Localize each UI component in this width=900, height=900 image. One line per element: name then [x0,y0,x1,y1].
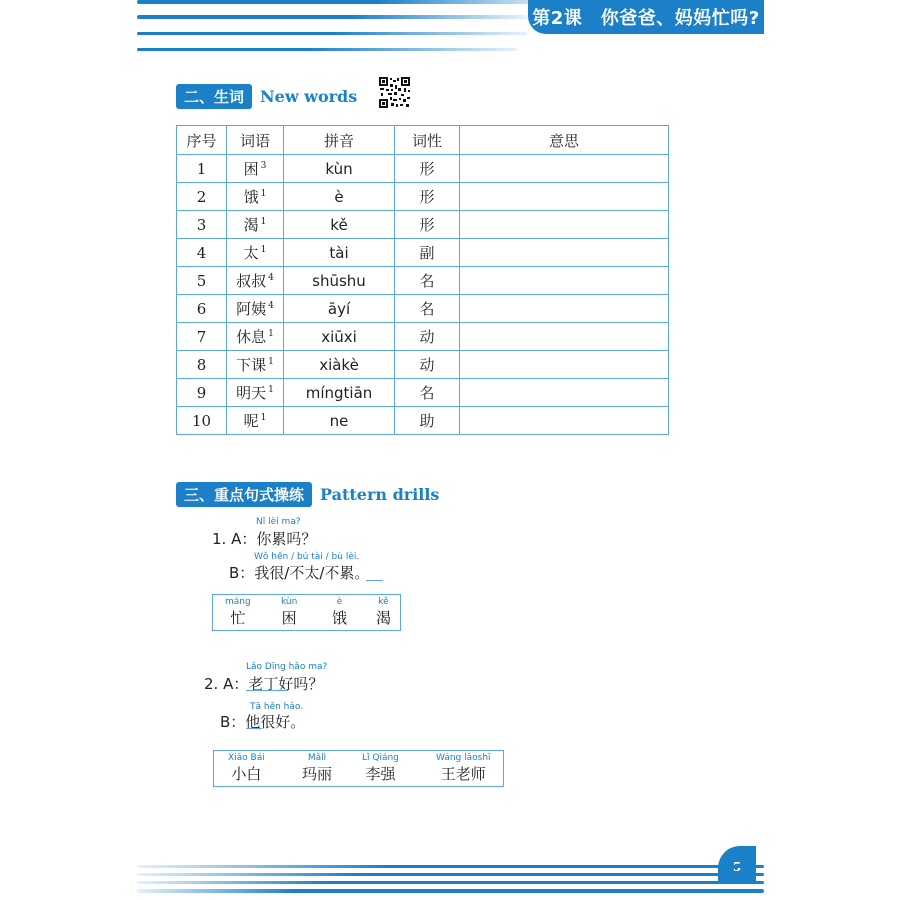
cell-part-of-speech: 助 [395,407,460,435]
cell-word [227,323,284,351]
table-row [177,267,669,295]
table-row [177,295,669,323]
drill2-answer [220,711,305,732]
table-row [177,351,669,379]
table-header-row [177,126,669,155]
column-header: 意思 [460,126,669,155]
cell-number: 4 [177,239,227,267]
hsk-level: 1 [260,189,267,199]
cell-part-of-speech: 动 [395,323,460,351]
cell-meaning[interactable] [460,351,669,379]
speaker-label: B： [229,564,255,582]
vocab-table [176,125,669,435]
cell-word [227,407,284,435]
cell-meaning[interactable] [460,323,669,351]
header-stripe [137,32,527,35]
table-row [177,155,669,183]
cell-meaning[interactable] [460,155,669,183]
sentence-text: 我很/不太/不累。 [254,564,370,582]
word-text: 阿姨 [236,300,267,318]
speaker-label: 2. A： [204,675,249,693]
cell-part-of-speech: 动 [395,351,460,379]
hsk-level: 1 [260,217,267,227]
word-text: 呢 [243,412,259,430]
right-margin [764,0,900,900]
cell-number: 3 [177,211,227,239]
cell-word [227,295,284,323]
word-text: 下课 [236,356,267,374]
pinyin-annotation: Nǐ lèi ma? [256,517,301,527]
speaker-label: B： [220,713,246,731]
substitution-box [213,750,504,787]
pinyin-annotation: Lǎo Dīng hǎo ma? [246,662,328,672]
section-badge: 二、生词 [176,84,252,109]
sentence-text: 他很好。 [245,713,306,731]
table-row [177,239,669,267]
cell-part-of-speech: 名 [395,267,460,295]
section-english-title: New words [260,87,358,106]
word-text: 叔叔 [236,272,267,290]
cell-meaning[interactable] [460,183,669,211]
footer-stripe [137,881,764,884]
hsk-level: 4 [268,273,274,283]
section-english-title: Pattern drills [320,485,440,504]
left-margin [0,0,137,900]
sentence-text: 老丁好吗？ [248,675,324,693]
table-row [177,211,669,239]
word-text: 渴 [243,216,259,234]
table-row [177,323,669,351]
substitution-item: kě 渴 [376,597,392,627]
cell-pinyin: míngtiān [284,379,395,407]
substitution-item: máng 忙 [225,597,251,627]
hsk-level: 1 [268,357,274,367]
drill1-question [212,528,316,549]
hsk-level: 1 [268,385,274,395]
section-badge: 三、重点句式操练 [176,482,312,507]
substitution-underline [246,728,262,729]
section-new-words-heading [176,84,357,109]
cell-part-of-speech: 形 [395,211,460,239]
hsk-level: 4 [268,301,274,311]
hsk-level: 1 [260,245,267,255]
cell-number: 10 [177,407,227,435]
cell-number: 7 [177,323,227,351]
cell-number: 2 [177,183,227,211]
drill1-answer [229,562,369,583]
cell-part-of-speech: 副 [395,239,460,267]
cell-part-of-speech: 形 [395,155,460,183]
table-row [177,407,669,435]
column-header: 词性 [395,126,460,155]
substitution-item: Mǎlì 玛丽 [302,753,333,783]
substitution-underline [246,690,288,691]
cell-meaning[interactable] [460,211,669,239]
footer-stripe [137,889,764,893]
cell-word [227,351,284,379]
qr-code-icon[interactable] [378,76,411,109]
cell-word [227,211,284,239]
cell-part-of-speech: 形 [395,183,460,211]
pinyin-annotation: Tā hěn hǎo. [250,702,304,712]
sentence-text: 你累吗？ [256,530,317,548]
cell-pinyin: shūshu [284,267,395,295]
cell-pinyin: tài [284,239,395,267]
cell-number: 9 [177,379,227,407]
substitution-item: kùn 困 [281,597,298,627]
cell-word [227,183,284,211]
cell-part-of-speech: 名 [395,379,460,407]
section-pattern-drills-heading [176,482,439,507]
table-row [177,379,669,407]
cell-meaning[interactable] [460,267,669,295]
cell-meaning[interactable] [460,239,669,267]
substitution-item: Wáng lǎoshī 王老师 [436,753,491,783]
speaker-label: 1. A： [212,530,257,548]
cell-pinyin: āyí [284,295,395,323]
cell-meaning[interactable] [460,295,669,323]
cell-pinyin: kùn [284,155,395,183]
word-text: 休息 [236,328,267,346]
header-stripe [137,0,537,4]
cell-pinyin: xiūxi [284,323,395,351]
cell-number: 5 [177,267,227,295]
cell-word [227,379,284,407]
pinyin-annotation: Wǒ hěn / bú tài / bù lèi. [254,552,360,562]
substitution-underline [366,580,383,581]
word-text: 饿 [243,188,259,206]
header-stripe [137,48,517,51]
substitution-item: Xiǎo Bái 小白 [228,753,265,783]
hsk-level: 3 [260,161,267,171]
column-header: 拼音 [284,126,395,155]
cell-pinyin: ne [284,407,395,435]
cell-number: 8 [177,351,227,379]
cell-pinyin: xiàkè [284,351,395,379]
header-stripe [137,15,527,19]
table-row [177,183,669,211]
cell-meaning[interactable] [460,379,669,407]
word-text: 困 [243,160,259,178]
cell-meaning[interactable] [460,407,669,435]
column-header: 序号 [177,126,227,155]
substitution-box [212,594,401,631]
hsk-level: 1 [260,413,267,423]
column-header: 词语 [227,126,284,155]
cell-part-of-speech: 名 [395,295,460,323]
cell-word [227,155,284,183]
lesson-title: 第2课 你爸爸、妈妈忙吗? [528,0,764,34]
footer-stripe [137,873,764,876]
cell-number: 1 [177,155,227,183]
cell-word [227,239,284,267]
substitution-item: è 饿 [332,597,348,627]
hsk-level: 1 [268,329,274,339]
word-text: 明天 [236,384,267,402]
cell-pinyin: è [284,183,395,211]
word-text: 太 [243,244,259,262]
substitution-item: Lǐ Qiáng 李强 [362,753,399,783]
footer-stripe [137,865,764,868]
cell-pinyin: kě [284,211,395,239]
cell-number: 6 [177,295,227,323]
cell-word [227,267,284,295]
